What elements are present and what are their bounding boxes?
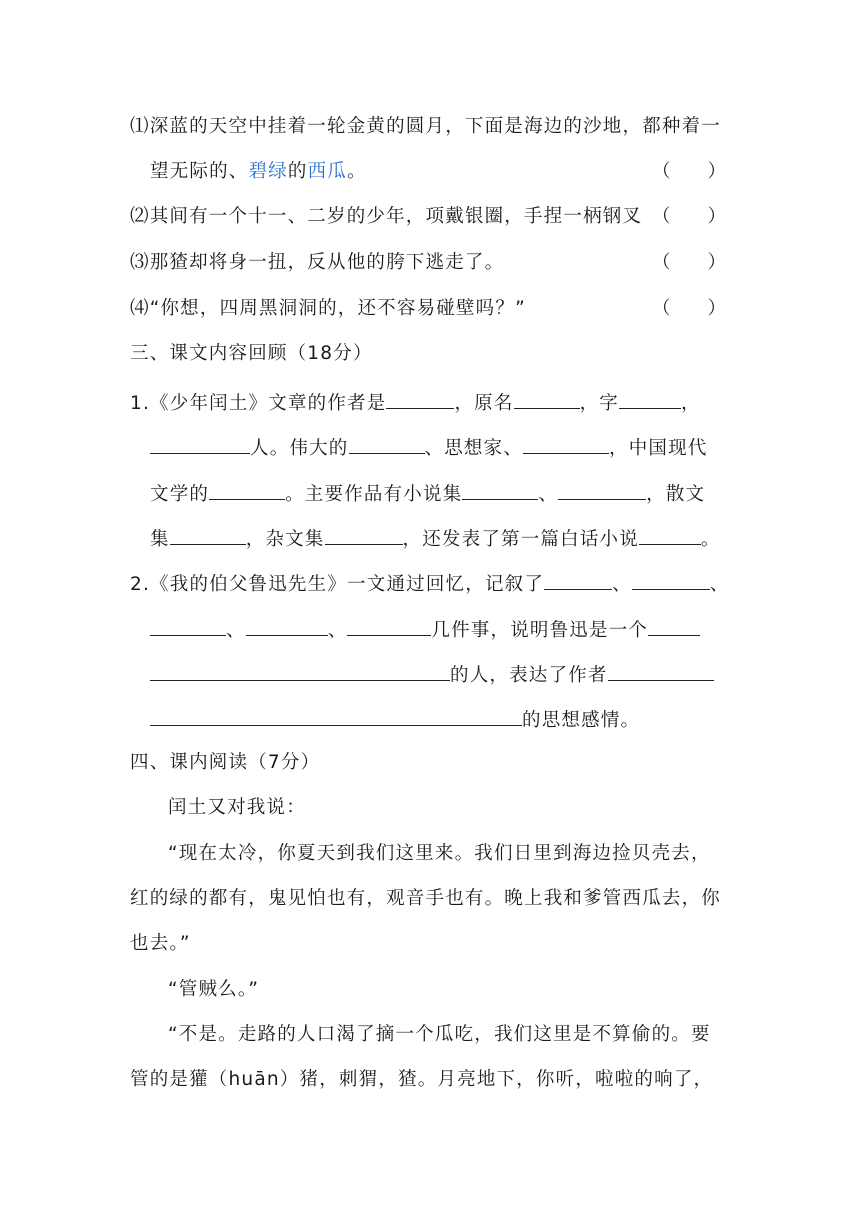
q2-text-h: 的思想感情。 — [522, 710, 641, 731]
q2-text-b: 、 — [612, 574, 632, 595]
blank-title-1[interactable] — [349, 433, 425, 454]
q2-line-4 — [150, 705, 640, 733]
reading-para-4-line-2: 管的是獾（huān）猪，刺猬，猹。月亮地下，你听，啦啦的响了， — [130, 1069, 714, 1090]
blank-event-3[interactable] — [150, 615, 226, 636]
q1-text-i: 。主要作品有小说集 — [285, 484, 463, 505]
q1-text-k: ，散文 — [646, 484, 706, 505]
blank-description[interactable] — [150, 660, 450, 681]
q2-text-e: 、 — [327, 620, 348, 641]
item-1-line-2-mid: 的 — [287, 161, 308, 182]
item-2: ⑵其间有一个十一、二岁的少年，项戴银圈，手捏一柄钢叉 — [130, 206, 643, 227]
blank-event-5[interactable] — [347, 615, 431, 636]
q1-text-n: ，还发表了第一篇白话小说 — [402, 529, 639, 550]
q1-text-m: ，杂文集 — [245, 529, 325, 550]
highlight-xigua: 西瓜 — [307, 161, 348, 182]
q1-line-4 — [150, 524, 721, 552]
item-1-line-2-pre: 望无际的、 — [150, 161, 249, 182]
blank-title-2[interactable] — [523, 433, 609, 454]
blank-event-4[interactable] — [246, 615, 328, 636]
reading-para-2-line-2: 红的绿的都有，鬼见怕也有，观音手也有。晚上我和爹管西瓜去，你 — [130, 888, 722, 909]
blank-description-start[interactable] — [648, 615, 700, 636]
blank-novel-1[interactable] — [462, 479, 538, 500]
q1-text-j: 、 — [538, 484, 559, 505]
q2-line-2 — [150, 615, 700, 643]
q2-text-d: 、 — [226, 620, 246, 641]
blank-courtesy-name[interactable] — [619, 388, 681, 409]
item-1-line-2 — [150, 160, 367, 184]
q1-text-o: 。 — [700, 529, 721, 550]
blank-first-novel[interactable] — [639, 524, 701, 545]
reading-para-2-line-3: 也去。” — [130, 933, 191, 954]
blank-author[interactable] — [386, 388, 454, 409]
q1-text-g: ，中国现代 — [609, 438, 708, 459]
reading-para-2-line-1: “现在太冷，你夏天到我们这里来。我们日里到海边捡贝壳去， — [168, 843, 711, 864]
highlight-biliu: 碧绿 — [248, 161, 288, 182]
blank-essays[interactable] — [325, 524, 403, 545]
section-3-heading: 三、课文内容回顾（18分） — [130, 343, 373, 364]
q1-text-l: 集 — [150, 529, 170, 550]
item-1-line-1: ⑴深蓝的天空中挂着一轮金黄的圆月，下面是海边的沙地，都种着一 — [130, 116, 722, 137]
section-4-heading: 四、课内阅读（7分） — [130, 752, 321, 773]
reading-para-3: “管贼么。” — [168, 979, 260, 1000]
answer-paren-2[interactable]: （ ） — [652, 206, 727, 227]
q2-text-g: 的人，表达了作者 — [450, 665, 608, 686]
q2-line-1 — [130, 569, 729, 597]
blank-prose[interactable] — [170, 524, 246, 545]
blank-original-name[interactable] — [514, 388, 580, 409]
q1-text-e: 人。伟大的 — [250, 438, 349, 459]
blank-feeling-start[interactable] — [608, 660, 714, 681]
q2-text-a: 2.《我的伯父鲁迅先生》一文通过回忆，记叙了 — [130, 574, 545, 595]
blank-event-1[interactable] — [544, 569, 612, 590]
q1-text-h: 文学的 — [150, 484, 210, 505]
q2-line-3 — [150, 660, 714, 688]
q1-text-b: ，原名 — [454, 393, 514, 414]
q2-text-f: 几件事，说明鲁迅是一个 — [431, 620, 649, 641]
item-4: ⑷“你想，四周黑洞洞的，还不容易碰壁吗？” — [130, 298, 526, 319]
blank-literature-role[interactable] — [209, 479, 285, 500]
q1-line-2 — [150, 433, 708, 461]
q1-text-f: 、思想家、 — [424, 438, 524, 459]
answer-paren-1[interactable]: （ ） — [652, 161, 727, 182]
q1-text-a: 1.《少年闰土》文章的作者是 — [130, 393, 387, 414]
q1-text-c: ，字 — [579, 393, 619, 414]
answer-paren-4[interactable]: （ ） — [652, 298, 727, 319]
q1-line-1 — [130, 388, 701, 416]
item-3: ⑶那猹却将身一扭，反从他的胯下逃走了。 — [130, 252, 505, 273]
blank-hometown[interactable] — [150, 433, 250, 454]
q1-text-d: ， — [680, 393, 701, 414]
blank-event-2[interactable] — [632, 569, 710, 590]
q2-text-c: 、 — [709, 574, 730, 595]
answer-paren-3[interactable]: （ ） — [652, 252, 727, 273]
reading-para-1: 闰土又对我说： — [168, 797, 306, 818]
reading-para-4-line-1: “不是。走路的人口渴了摘一个瓜吃，我们这里是不算偷的。要 — [168, 1024, 711, 1045]
blank-feeling[interactable] — [150, 705, 522, 726]
item-1-line-2-post: 。 — [347, 161, 367, 182]
q1-line-3 — [150, 479, 705, 507]
blank-novel-2[interactable] — [558, 479, 646, 500]
